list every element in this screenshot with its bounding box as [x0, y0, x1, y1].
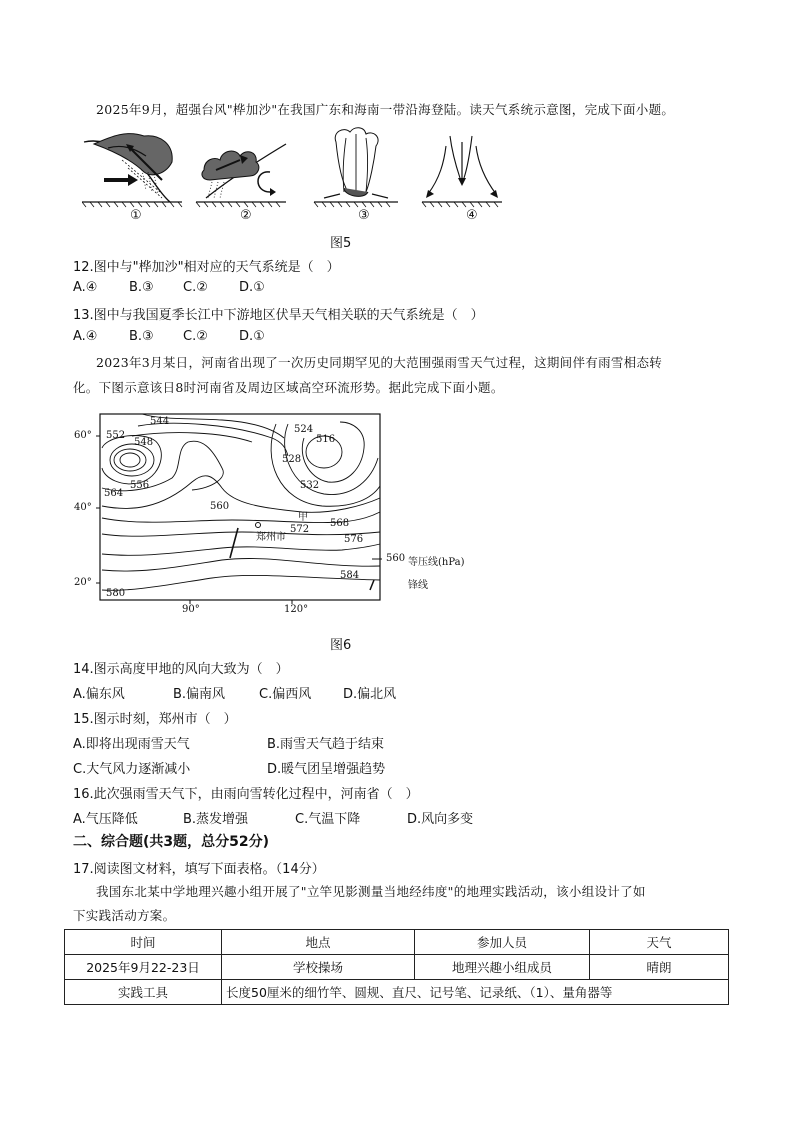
table-cell-participants: 地理兴趣小组成员: [415, 955, 590, 980]
figure-6-caption: 图6: [330, 638, 352, 653]
intro-snowstorm-line-1: 2023年3月某日，河南省出现了一次历史同期罕见的大范围强雨雪天气过程，这期间伴有雨雪相态转: [96, 355, 663, 370]
contour-label: 564: [104, 488, 124, 499]
option-b[interactable]: B.偏南风: [173, 687, 226, 702]
table-header-cell: 参加人员: [415, 930, 590, 955]
option-c[interactable]: C.大气风力逐渐减小: [73, 762, 191, 777]
table-header-cell: 地点: [222, 930, 415, 955]
table-header-cell: 天气: [590, 930, 729, 955]
option-a[interactable]: A.偏东风: [73, 687, 125, 702]
table-cell-tools-label: 实践工具: [65, 980, 222, 1005]
table-cell-time: 2025年9月22-23日: [65, 955, 222, 980]
option-b[interactable]: B.蒸发增强: [183, 812, 249, 827]
question-14-options: [73, 683, 473, 701]
table-row: [65, 980, 729, 1005]
table-cell-weather: 晴朗: [590, 955, 729, 980]
panel-2-warm-front: [196, 144, 286, 207]
contour-label: 580: [106, 588, 126, 599]
figure-5: [82, 122, 502, 232]
lat-label-60: 60°: [74, 430, 92, 441]
figure-5-caption: 图5: [330, 236, 352, 251]
legend-front-label: 锋线: [408, 580, 428, 591]
contour-label: 556: [130, 480, 150, 491]
option-b[interactable]: B.③: [129, 280, 154, 295]
activity-plan-table: [64, 929, 729, 1005]
table-cell-tools-value: 长度50厘米的细竹竿、圆规、直尺、记号笔、记录纸、（1）、量角器等: [222, 980, 729, 1005]
question-15-stem: 15.图示时刻，郑州市（ ）: [73, 712, 237, 727]
panel-label-3: ③: [358, 208, 370, 223]
question-14-stem: 14.图示高度甲地的风向大致为（ ）: [73, 662, 289, 677]
contour-label: 516: [316, 434, 336, 445]
option-d[interactable]: D.①: [239, 329, 265, 344]
panel-label-2: ②: [240, 208, 252, 223]
contour-label: 552: [106, 430, 126, 441]
question-17-paragraph-line-1: 我国东北某中学地理兴趣小组开展了"立竿见影测量当地经纬度"的地理实践活动，该小组设计了如: [96, 884, 646, 899]
question-17-paragraph-line-2: 下实践活动方案。: [73, 908, 176, 923]
panel-label-4: ④: [466, 208, 478, 223]
panel-label-1: ①: [130, 208, 142, 223]
option-b[interactable]: B.雨雪天气趋于结束: [267, 737, 385, 752]
contour-label: 548: [134, 437, 154, 448]
question-15-options-row-1: [73, 733, 473, 751]
table-header-row: [65, 930, 729, 955]
question-12-options: [73, 280, 373, 298]
weather-systems-diagram: [82, 122, 502, 230]
question-16-stem: 16.此次强雨雪天气下，由雨向雪转化过程中，河南省（ ）: [73, 787, 419, 802]
contour-label: 544: [150, 416, 170, 427]
question-15-options-row-2: [73, 758, 473, 776]
legend-isobar-label: 等压线(hPa): [408, 557, 465, 568]
option-d[interactable]: D.偏北风: [343, 687, 397, 702]
table-cell-location: 学校操场: [222, 955, 415, 980]
contour-label: 524: [294, 424, 314, 435]
contour-label: 584: [340, 570, 360, 581]
option-c[interactable]: C.②: [183, 329, 208, 344]
option-a[interactable]: A.即将出现雨雪天气: [73, 737, 190, 752]
option-c[interactable]: C.气温下降: [295, 812, 361, 827]
question-13-stem: 13.图中与我国夏季长江中下游地区伏旱天气相关联的天气系统是（ ）: [73, 308, 484, 323]
option-a[interactable]: A.④: [73, 329, 98, 344]
question-13-options: [73, 329, 373, 347]
intro-snowstorm-line-2: 化。下图示意该日8时河南省及周边区域高空环流形势。据此完成下面小题。: [73, 380, 504, 395]
panel-3-low-pressure: [314, 128, 398, 207]
option-d[interactable]: D.①: [239, 280, 265, 295]
option-c[interactable]: C.②: [183, 280, 208, 295]
option-c[interactable]: C.偏西风: [259, 687, 312, 702]
section-2-heading: 二、综合题(共3题，总分52分): [73, 834, 270, 850]
contour-label: 528: [282, 454, 302, 465]
contour-label: 572: [290, 524, 310, 535]
figure-6-map: [72, 408, 492, 626]
city-label-zhengzhou: 郑州市: [256, 532, 286, 543]
lat-label-20: 20°: [74, 577, 92, 588]
contour-label: 568: [330, 518, 350, 529]
option-b[interactable]: B.③: [129, 329, 154, 344]
point-jia-label: 甲: [298, 512, 308, 523]
table-row: [65, 955, 729, 980]
contour-label: 532: [300, 480, 320, 491]
question-16-options: [73, 808, 493, 826]
lon-label-120: 120°: [284, 604, 309, 615]
contour-label: 576: [344, 534, 364, 545]
question-17-stem: 17.阅读图文材料，填写下面表格。（14分）: [73, 862, 325, 877]
contour-label: 560: [210, 501, 230, 512]
panel-4-high-pressure: [422, 136, 502, 207]
lat-label-40: 40°: [74, 502, 92, 513]
intro-typhoon: 2025年9月，超强台风"桦加沙"在我国广东和海南一带沿海登陆。读天气系统示意图，完成下面小题。: [96, 102, 675, 117]
option-a[interactable]: A.气压降低: [73, 812, 138, 827]
panel-1-cold-front: [82, 134, 182, 207]
question-12-stem: 12.图中与"桦加沙"相对应的天气系统是（ ）: [73, 260, 340, 275]
lon-label-90: 90°: [182, 604, 200, 615]
option-d[interactable]: D.暖气团呈增强趋势: [267, 762, 386, 777]
option-d[interactable]: D.风向多变: [407, 812, 474, 827]
option-a[interactable]: A.④: [73, 280, 98, 295]
legend-isobar-value: 560: [386, 553, 406, 564]
table-header-cell: 时间: [65, 930, 222, 955]
